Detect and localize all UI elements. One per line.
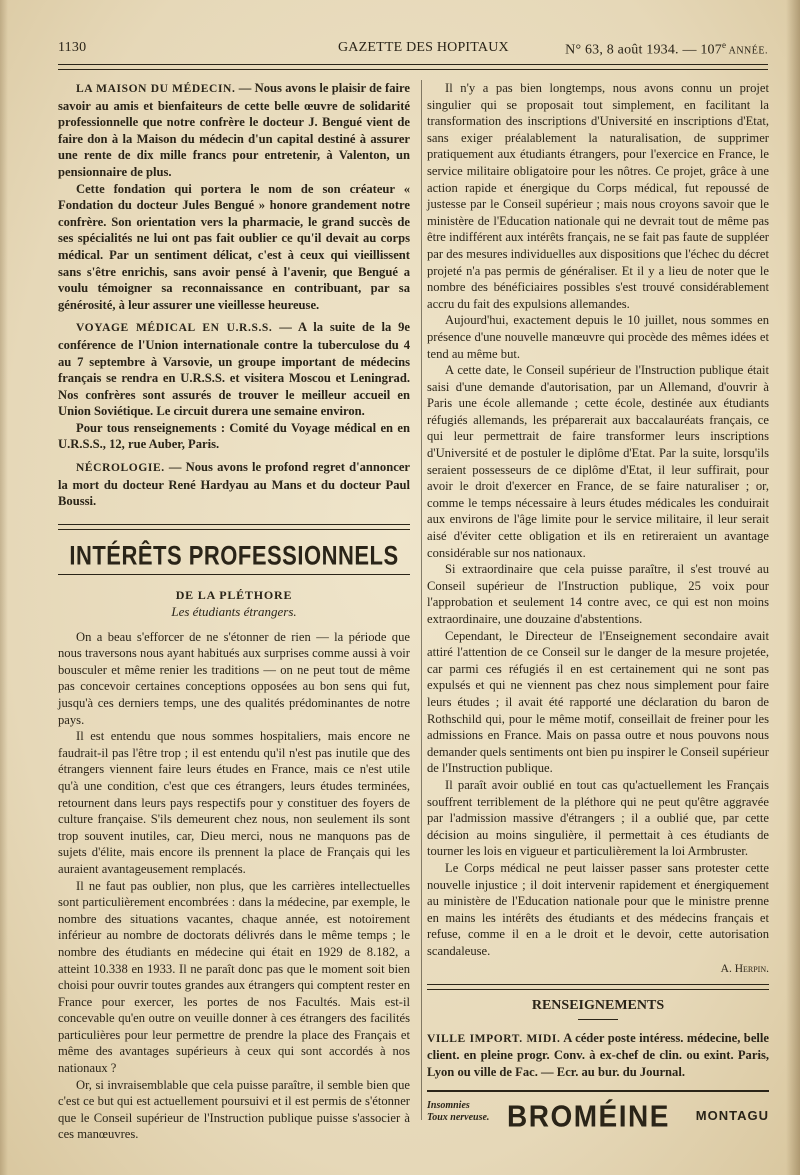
page-edge-shadow-right (786, 0, 800, 1175)
advert-indication-1: Insomnies (427, 1099, 470, 1111)
necro-lead: NÉCROLOGIE. (76, 462, 165, 475)
article-paragraph: Le Corps médical ne peut laisser passer sans protester cette nouvelle injustice ; il doit intervenir rapidement et énergiquement au ministère de l'Education nationale pour que le ministre prenne en mains les intérêts des étudiants et des médecins français et refuse, comme il en a le droit et le devoir, cette autorisation scandaleuse. (427, 860, 769, 958)
annee-label: ANNÉE. (726, 45, 768, 57)
advert-brand: BROMÉINE (507, 1098, 670, 1133)
page-number: 1130 (58, 40, 87, 55)
renseignements-separator (427, 984, 769, 990)
maison-p1: — Nous avons le plaisir de faire savoir au amis et bienfaiteurs de cette belle œuvre de solidarité professionnelle que notre confrère le docteur J. Bengué vient de faire don à la Maison du médecin d'un capital destiné à assurer une rente de dix mille francs pour entretenir, à Valenton, un pensionnaire de plus. (58, 81, 410, 179)
article-paragraph: Cependant, le Directeur de l'Enseignement secondaire avait attiré l'attention de ce Conseil sur le danger de la mesure projetée, car parmi ces réfugiés il en est certainement qui ne sont pas expulsés et qui ne viennent pas chez nous simplement pour faire leurs études ; il avait été rapporté une déclaration du baron de Rothschild qui, pour le même motif, conseillait de freiner pour les admissions en France. Mais on passa outre et nous pouvons nous demander quels sentiments ont bien pu inspirer le Conseil supérieur de l'Instruction publique. (427, 628, 769, 776)
issue-date (565, 40, 768, 59)
article-paragraph: Or, si invraisemblable que cela puisse paraître, il semble bien que c'est ce but qui est actuellement poursuivi et il est permis de s'étonner que le Conseil supérieur de l'Instruction publique puisse s'associer à ces manœuvres. (58, 1077, 410, 1142)
right-column (427, 80, 769, 1134)
section-title-rule (58, 574, 410, 575)
article-paragraph: Il paraît avoir oublié en tout cas qu'actuellement les Français souffrent terriblement de la pléthore qui ne peut qu'être aggravée par l'admission massive d'étrangers ; il a oublié que, par cette décision au moins singulière, il permettait à ces étudiants de tourner les lois en vigueur et particulièrement la loi Armbruster. (427, 777, 769, 859)
article-paragraph: Il ne faut pas oublier, non plus, que les carrières intellectuelles sont particulièrement encombrées : dans la médecine, par exemple, le nombre des situations vacantes, chaque année, est notoirement inférieur au nombre de doctorats délivrés dans le même temps ; le nombre des étudiants en médecine qui était en 1929 de 8.182, a atteint 10.338 en 1933. Il ne paraît donc pas que le moment soit bien choisi pour ouvrir toutes grandes aux étrangers qui comptent rester en France pour exercer, les portes de nos Facultés. Mais est-il concevable qu'en outre on veuille donner à ces étrangers des facilités particulières pour leur permettre de prendre la place des Français et même des avantages supérieurs à ceux qui sont accordés à nos nationaux ? (58, 878, 410, 1076)
article-paragraph: A cette date, le Conseil supérieur de l'Instruction publique était saisi d'une demande d'autorisation, par un Allemand, d'ouvrir à Paris une école allemande ; cette école, destinée aux étudiants réfugiés allemands, les préparerait aux baccalauréats français, ce qui leur permettrait de faire transformer leurs inscriptions d'Université et de postuler le diplôme d'Etat. Par la suite, lorsqu'ils seraient possesseurs de ce diplôme d'Etat, il leur suffirait, pour avoir le droit d'exercer en France, de se faire naturaliser ; or, comme le temps nécessaire à leurs études médicales les conduirait aux environs de l'âge limite pour le service militaire, il leur serait aisé d'éviter cette obligation et ils en retireraient un avantage considérable sur nos nationaux. (427, 363, 769, 560)
article-paragraph: Il n'y a pas bien longtemps, nous avons connu un projet singulier qui se proposait tout simplement, en facilitant la transformation des inscriptions d'Université en inscriptions d'Etat, sans exiger préalablement la naturalisation, de supprimer pratiquement aux étudiants étrangers, pour l'exercice en France, le service militaire obligatoire pour les nôtres. Ce projet, grâce à une action rapide et énergique du Corps médical, fut repoussé de justesse par le Conseil supérieur ; mais nous croyons savoir que le ministère de l'Education nationale qui ne devrait tout de même pas être indifférent aux intérêts français, ne se fait pas faute de suppléer par des mesures individuelles aux dispositions que l'échec du décret projeté n'a pas permis de généraliser. Et il y a lieu de noter que le nombre des bénéficiaires possibles s'est trouvé considérablement accru du fait des expulsions allemandes. (427, 81, 769, 311)
bromeine-advert (427, 1100, 769, 1134)
maison-du-medecin-notice (58, 80, 410, 313)
necro-p1: — Nous avons le profond regret d'annoncer la mort du docteur René Hardyau au Mans et du docteur Paul Boussi. (58, 460, 410, 509)
article-paragraph: On a beau s'efforcer de ne s'étonner de rien — la période que nous traversons nous ayant habitués aux surprises comme aussi à voir bousculer et même renier les traditions — on ne peut tout de même pas concevoir certaines conceptions opposées au bon sens qui fut, jusqu'à ces derniers temps, une des qualités prédominantes de notre pays. (58, 629, 410, 727)
journal-title: GAZETTE DES HOPITAUX (338, 40, 509, 55)
classified-ad (427, 1030, 769, 1081)
section-title: INTÉRÊTS PROFESSIONNELS (69, 540, 399, 571)
voyage-p2: Pour tous renseignements : Comité du Voyage médical en en U.R.S.S., 12, rue Auber, Paris. (58, 420, 410, 452)
voyage-p1: — A la suite de la 9e conférence de l'Union internationale contre la tuberculose du 4 au 7 septembre à Varsovie, un groupe important de médecins français se rendra en U.R.S.S. et visitera Moscou et Leningrad. Nos confrères sont assurés de trouver le meilleur accueil en Union Soviétique. Le circuit durera une semaine environ. (58, 320, 410, 419)
renseignements-rule (578, 1019, 618, 1020)
classified-lead: VILLE IMPORT. MIDI. (427, 1032, 561, 1045)
header-rule (58, 64, 768, 70)
article-paragraph: Aujourd'hui, exactement depuis le 10 juillet, nous sommes en présence d'une nouvelle manœuvre qui procède des mêmes idées et tend au même but. (427, 313, 769, 361)
maison-lead: LA MAISON DU MÉDECIN. (76, 83, 236, 95)
renseignements-title: RENSEIGNEMENTS (531, 998, 665, 1014)
left-column (58, 80, 410, 1143)
author-signature: A. Herpin. (720, 963, 769, 976)
article-subtitle: Les étudiants étrangers. (171, 604, 297, 620)
article-paragraph: Si extraordinaire que cela puisse paraître, il s'est trouvé au Conseil supérieur de l'Instruction publique, 25 voix pour l'approbation et seulement 14 contre avec, ce qui est non moins extraordinaire, une douzaine d'abstentions. (427, 562, 769, 626)
maison-p2: Cette fondation qui portera le nom de son créateur « Fondation du docteur Jules Bengué » honore grandement notre confrère. Son orientation vers la pharmacie, le grand succès de ses spécialités ne lui ont pas fait oublier ce qu'il devait au corps médical. Par un sentiment délicat, c'est à ceux qui vieillissent sans s'être enrichis, sans avoir pensé à l'avenir, que Bengué a voulu témoigner sa reconnaissance en contribuant, par sa générosité, à leur assurer une vieillesse heureuse. (58, 181, 410, 312)
necrologie-notice (58, 459, 410, 510)
advert-indication-2: Toux nerveuse. (427, 1111, 490, 1123)
issue-text: N° 63, 8 août 1934. — 107 (565, 42, 722, 58)
page-header (58, 40, 768, 62)
article-paragraph: Il est entendu que nous sommes hospitaliers, mais encore ne faudrait-il pas l'être trop ; il est entendu qu'il n'est pas inutile que des étrangers viennent faire leurs études en France, mais ce n'est utile qu'à une condition, c'est que ces étrangers, leurs études terminées, retournent dans leurs pays respectifs pour y constituer des foyers de culture française. S'ils demeurent chez nous, non seulement ils sont trop souvent inutiles, car, Dieu merci, nous ne manquons pas de sujets d'élite, mais encore ils prennent la place de Français qui les auraient avantageusement remplacés. (58, 729, 410, 876)
annee-superscript: e (721, 40, 727, 50)
section-separator (58, 524, 410, 530)
voyage-urss-notice (58, 319, 410, 453)
classified-text: A céder poste intéress. médecine, belle client. en pleine progr. Conv. à ex-chef de clin. ou exint. Paris, Lyon ou ville de Fac. — Ecr. au bur. du Journal. (427, 1030, 769, 1079)
page-edge-shadow-left (0, 0, 8, 1175)
voyage-lead: VOYAGE MÉDICAL EN U.R.S.S. (76, 322, 273, 335)
column-divider (421, 80, 422, 1120)
article-title: DE LA PLÉTHORE (175, 588, 293, 603)
advert-rule (427, 1090, 769, 1092)
advert-indications (427, 1100, 497, 1124)
advert-maker: MONTAGU (695, 1107, 769, 1123)
